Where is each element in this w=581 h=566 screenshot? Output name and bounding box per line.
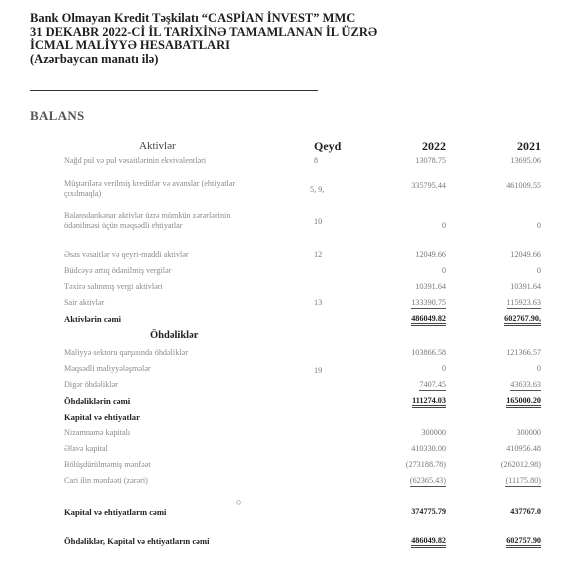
row-value-2022: 374775.79 [411,507,446,516]
row-value-2021: 115923.63 [506,298,541,307]
section-heading-equity [0,412,581,425]
currency-line: (Azərbaycan manatı ilə) [30,51,159,66]
row-value-2022: 0 [441,266,446,275]
row-value-2021: 43633.63 [510,380,541,389]
row-label-continued: ödənilməsi üçün məqsədli ehtiyatlar [64,221,183,230]
row-value-2022: 486049.82 [411,536,446,548]
row-value-2021: 0 [536,364,541,373]
row-value-2022: 0 [441,221,446,230]
row-label: Balansdankənar aktivlər üzrə mümkün zərərlərinin [64,211,231,220]
table-row [0,476,581,489]
table-row-total [0,396,581,409]
row-value-2021: 461009.55 [506,181,541,190]
row-label: Məqsədli maliyyələşmələr [64,364,151,373]
row-value-2022: (273188.78) [405,460,446,469]
table-row [0,364,581,377]
table-row-total [0,507,581,520]
row-value-2021: 602767.90, [504,314,541,326]
table-row [0,211,581,233]
row-label: Əsas vəsaitlər və qeyri-maddi aktivlər [64,250,189,259]
row-label: Öhdəliklər [150,330,199,341]
table-row [0,298,581,311]
row-value-2022: 133390.75 [411,298,446,307]
row-value-2022: 300000 [421,428,446,437]
table-row [0,348,581,361]
row-value-2022: (62365.43) [409,476,446,485]
row-label: Nağd pul və pul vəsaitlərinin ekvivalentləri [64,156,207,165]
row-label: Kapital və ehtiyatların cəmi [64,507,167,517]
table-row [0,266,581,279]
row-value-2022: 12049.66 [415,250,446,259]
row-note: 19 [314,366,323,375]
row-value-2022: 0 [441,364,446,373]
table-row-total [0,314,581,327]
column-header-2022: 2022 [422,139,446,153]
table-row [0,282,581,295]
row-value-2021: 602757.90 [506,536,541,548]
row-value-2022: 7407.45 [419,380,446,389]
section-heading-liabilities [0,331,581,346]
row-note: 13 [314,298,323,307]
row-label: Nizamnamə kapitalı [64,428,131,437]
row-label: Aktivlərin cəmi [64,314,122,324]
row-value-2021: 0 [536,221,541,230]
table-row [0,179,581,201]
row-note: 5, 9, [310,185,325,194]
section-title: BALANS [30,108,85,123]
row-label: Cari ilin mənfəəti (zərəri) [64,476,148,485]
row-label: Öhdəliklərin cəmi [64,396,131,406]
company-title: Bank Olmayan Kredit Təşkilatı “CASPİAN İNVEST” MMC [30,11,356,25]
row-label: Digər öhdəliklər [64,380,118,389]
report-date-line: 31 DEKABR 2022-Cİ İL TARİXİNƏ TAMAMLANAN İL ÜZRƏ [30,24,378,39]
row-value-2022: 10391.64 [415,282,446,291]
table-row [0,156,581,169]
table-row [0,460,581,473]
table-row [0,380,581,393]
report-type-line: İCMAL MALİYYƏ HESABATLARI [30,38,230,52]
row-value-2022: 13078.75 [415,156,446,165]
header-divider [30,90,318,91]
row-label: Təxirə salınmış vergi aktivləri [64,282,163,291]
row-value-2022: 486049.82 [411,314,446,326]
table-row-grand-total [0,536,581,549]
report-header [30,12,377,66]
row-value-2021: 121366.57 [506,348,541,357]
table-row [0,444,581,457]
row-label: Bölüşdürülməmiş mənfəət [64,460,151,469]
row-label: Sair aktivlər [64,298,105,307]
stray-mark: ○ [236,497,242,507]
row-value-2022: 111274.03 [412,396,446,408]
row-value-2021: (11175.80) [505,476,541,485]
column-header-2021: 2021 [517,139,541,153]
row-value-2021: 12049.66 [510,250,541,259]
row-value-2022: 410330.00 [411,444,446,453]
row-label: Öhdəliklər, Kapital və ehtiyatların cəmi [64,536,210,546]
column-header-note: Qeyd [314,139,342,153]
row-note: 12 [314,250,323,259]
row-label: Büdcəyə artıq ödənilmiş vergilər [64,266,172,275]
row-note: 8 [314,156,319,165]
row-label: Maliyyə sektoru qarşısında öhdəliklər [64,348,188,357]
row-value-2021: 165000.20 [506,396,541,408]
row-value-2021: (262012.98) [500,460,541,469]
row-value-2021: 13695.06 [510,156,541,165]
row-value-2021: 410956.48 [506,444,541,453]
row-value-2021: 0 [536,266,541,275]
row-label: Kapital və ehtiyatlar [64,412,140,422]
column-header-label: Aktivlər [139,140,176,152]
row-note: 10 [314,217,323,226]
row-label: Əlavə kapital [64,444,108,453]
table-row [0,428,581,441]
row-value-2022: 335795.44 [411,181,446,190]
row-label-continued: çıxılmaqla) [64,189,102,198]
row-value-2021: 437767.0 [510,507,541,516]
table-row [0,250,581,263]
row-value-2022: 103866.58 [411,348,446,357]
row-value-2021: 300000 [516,428,541,437]
row-value-2021: 10391.64 [510,282,541,291]
row-label: Müştərilərə verilmiş kreditlər və avanslar (ehtiyatlar [64,179,236,188]
